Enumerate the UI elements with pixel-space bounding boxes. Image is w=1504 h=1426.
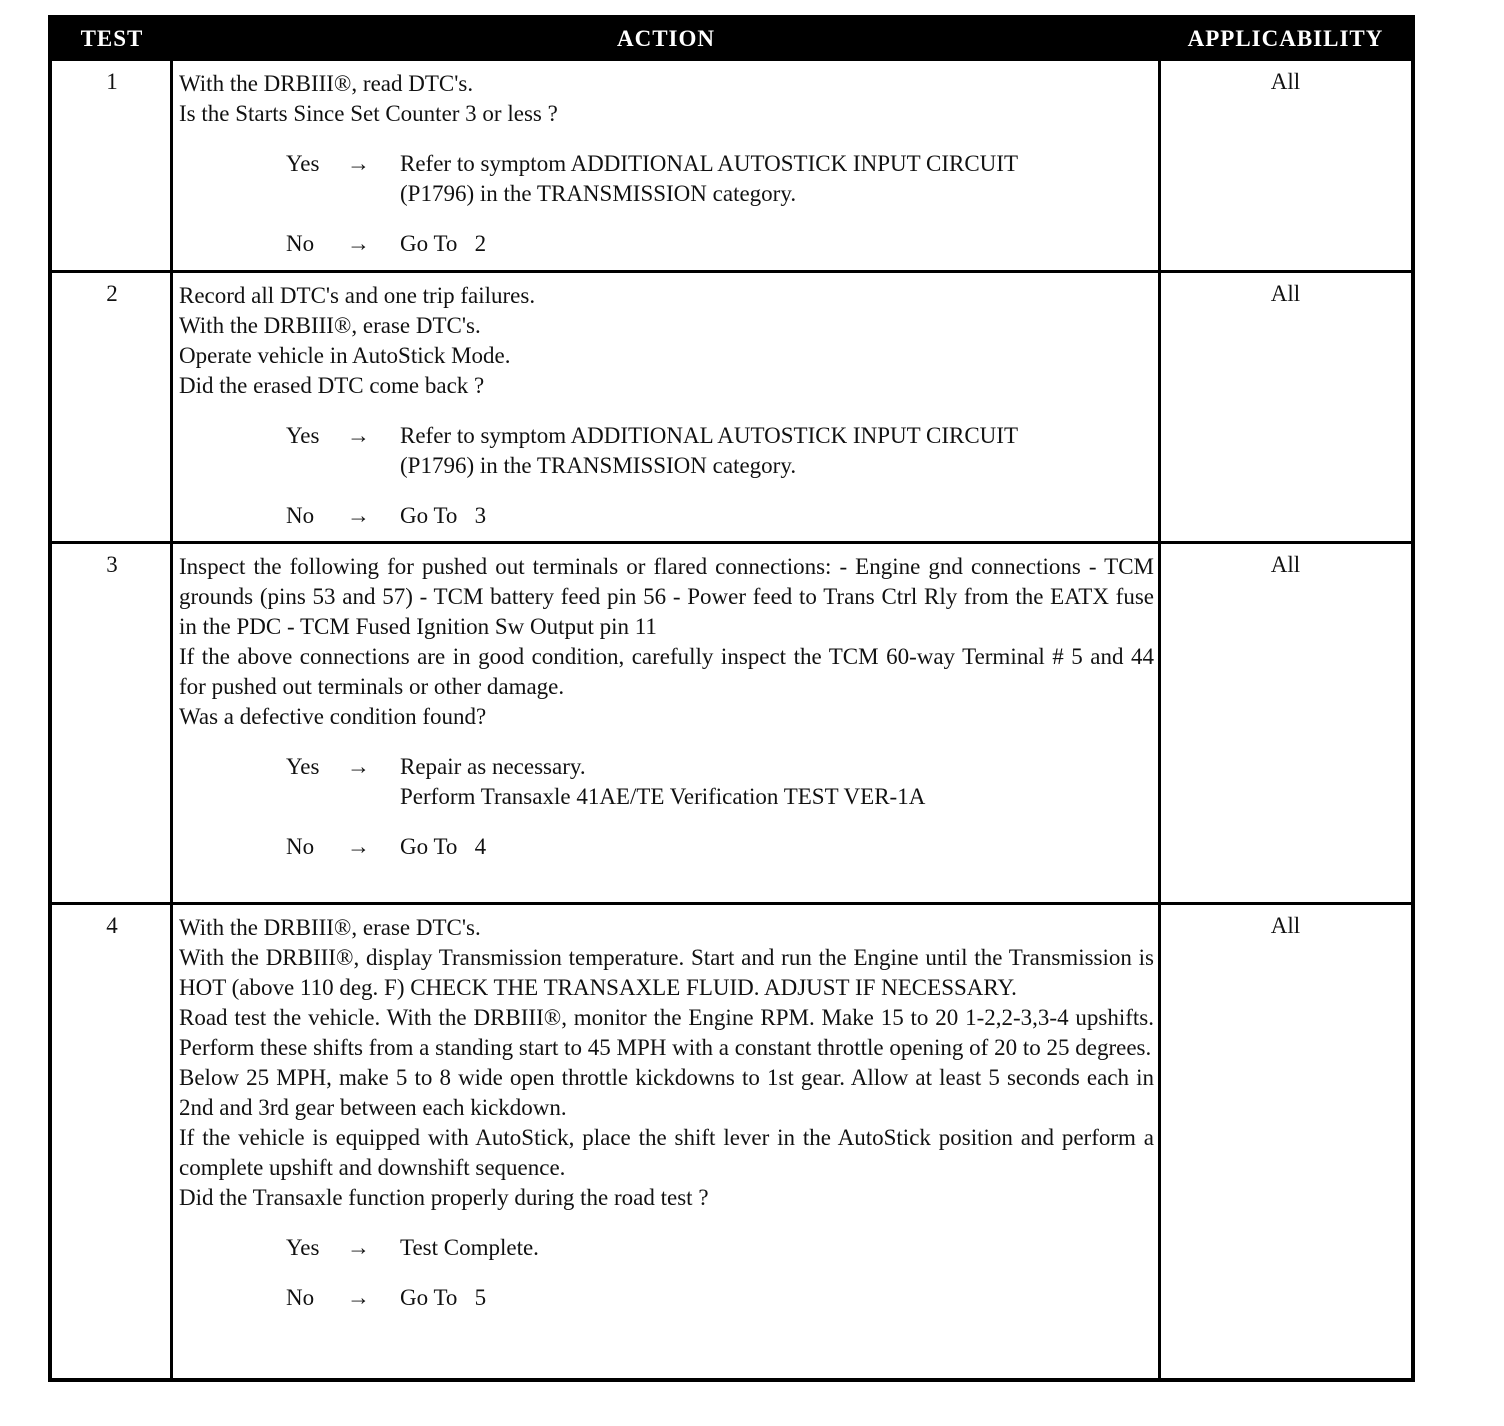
action-line: Operate vehicle in AutoStick Mode.: [179, 343, 511, 368]
test-number: 3: [106, 552, 118, 577]
yes-label: Yes: [286, 754, 320, 779]
yes-result: [400, 421, 1160, 481]
table-header: [52, 19, 1411, 58]
yes-result-line: Repair as necessary.: [400, 754, 586, 779]
action-paragraph: Below 25 MPH, make 5 to 8 wide open throttle kickdowns to 1st gear. Allow at least 5 seconds each in 2nd and 3rd gear between each kickdown.: [179, 1065, 1154, 1120]
no-answer: [179, 501, 1154, 531]
no-answer: [179, 1283, 1154, 1313]
action-cell: [179, 69, 1154, 259]
yes-result: [400, 1233, 1160, 1263]
yes-result-line: (P1796) in the TRANSMISSION category.: [400, 453, 797, 478]
arrow-right-icon: →: [347, 503, 370, 528]
no-answer: [179, 229, 1154, 259]
table-row: [52, 541, 1411, 902]
applicability-value: All: [1270, 552, 1301, 577]
yes-answer: [179, 149, 1154, 209]
action-line: Did the erased DTC come back ?: [179, 373, 485, 398]
action-paragraph: With the DRBIII®, display Transmission temperature. Start and run the Engine until the Transmission is HOT (above 110 deg. F) CHECK THE TRANSAXLE FLUID. ADJUST IF NECESSARY.: [179, 945, 1154, 1000]
yes-label: Yes: [286, 423, 320, 448]
yes-answer: [179, 752, 1154, 812]
action-paragraph: Did the Transaxle function properly during the road test ?: [179, 1185, 709, 1210]
no-label: No: [286, 231, 315, 256]
arrow-right-icon: →: [347, 1235, 370, 1260]
action-line: With the DRBIII®, read DTC's.: [179, 71, 474, 96]
no-label: No: [286, 834, 315, 859]
yes-result-line: Perform Transaxle 41AE/TE Verification TEST VER-1A: [400, 784, 926, 809]
action-paragraph: If the above connections are in good condition, carefully inspect the TCM 60-way Terminal # 5 and 44 for pushed out terminals or other damage.: [179, 644, 1154, 699]
yes-answer: [179, 1233, 1154, 1263]
action-cell: [179, 552, 1154, 862]
yes-result: [400, 149, 1160, 209]
arrow-right-icon: →: [347, 151, 370, 176]
yes-label: Yes: [286, 151, 320, 176]
no-label: No: [286, 1285, 315, 1310]
action-paragraph: Inspect the following for pushed out terminals or flared connections: - Engine gnd connections - TCM grounds (pins 53 and 57) - TCM battery feed pin 56 - Power feed to Trans Ctrl Rly from the EATX fuse in the PDC - TCM Fused Ignition Sw Output pin 11: [179, 554, 1154, 639]
no-result: Go To 5: [400, 1285, 487, 1310]
test-number: 2: [106, 281, 118, 306]
table-row: [52, 270, 1411, 541]
arrow-right-icon: →: [347, 1285, 370, 1310]
header-action: ACTION: [616, 26, 715, 51]
action-paragraph: If the vehicle is equipped with AutoStick, place the shift lever in the AutoStick position and perform a complete upshift and downshift sequence.: [179, 1125, 1154, 1180]
action-paragraph: Road test the vehicle. With the DRBIII®, monitor the Engine RPM. Make 15 to 20 1-2,2-3,3-4 upshifts. Perform these shifts from a standing start to 45 MPH with a constant throttle opening of 20 to 25 degrees.: [179, 1005, 1154, 1060]
yes-label: Yes: [286, 1235, 320, 1260]
no-label: No: [286, 503, 315, 528]
no-result: Go To 3: [400, 503, 487, 528]
arrow-right-icon: →: [347, 423, 370, 448]
diagnostic-table: [48, 15, 1415, 1382]
header-test: TEST: [80, 26, 144, 51]
action-line: Record all DTC's and one trip failures.: [179, 283, 536, 308]
action-line: Is the Starts Since Set Counter 3 or less ?: [179, 101, 558, 126]
test-number: 1: [106, 69, 118, 94]
no-result: Go To 2: [400, 231, 487, 256]
arrow-right-icon: →: [347, 754, 370, 779]
applicability-value: All: [1270, 913, 1301, 938]
applicability-value: All: [1270, 69, 1301, 94]
arrow-right-icon: →: [347, 231, 370, 256]
yes-result-line: Test Complete.: [400, 1235, 539, 1260]
action-cell: [179, 913, 1154, 1313]
yes-result: [400, 752, 1160, 812]
table-row: [52, 902, 1411, 1378]
yes-result-line: (P1796) in the TRANSMISSION category.: [400, 181, 797, 206]
action-paragraph: With the DRBIII®, erase DTC's.: [179, 915, 481, 940]
no-result: Go To 4: [400, 834, 487, 859]
action-line: With the DRBIII®, erase DTC's.: [179, 313, 481, 338]
yes-answer: [179, 421, 1154, 481]
yes-result-line: Refer to symptom ADDITIONAL AUTOSTICK INPUT CIRCUIT: [400, 423, 1018, 448]
test-number: 4: [106, 913, 118, 938]
yes-result-line: Refer to symptom ADDITIONAL AUTOSTICK INPUT CIRCUIT: [400, 151, 1018, 176]
applicability-value: All: [1270, 281, 1301, 306]
action-paragraph: Was a defective condition found?: [179, 704, 487, 729]
table-row: [52, 58, 1411, 270]
header-applicability: APPLICABILITY: [1187, 26, 1384, 51]
no-answer: [179, 832, 1154, 862]
arrow-right-icon: →: [347, 834, 370, 859]
action-cell: [179, 281, 1154, 531]
